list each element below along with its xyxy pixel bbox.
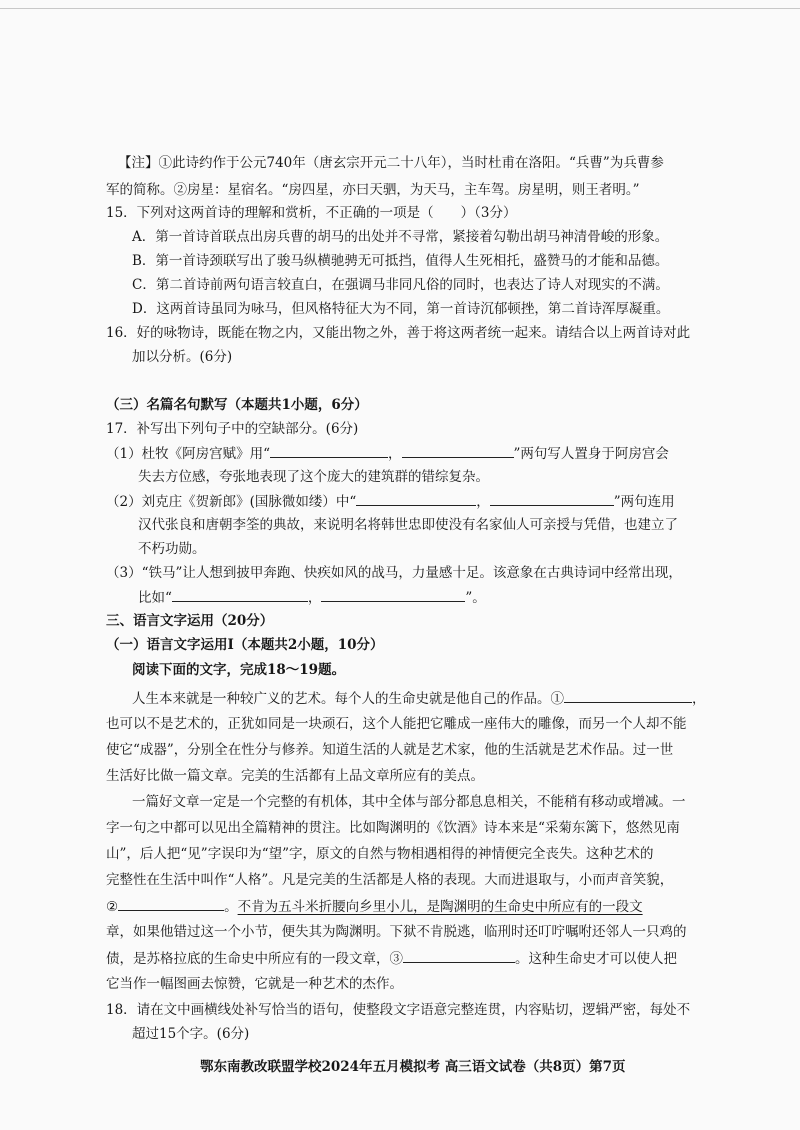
passage-p1-comma: ， — [692, 691, 706, 707]
page-footer: 鄂东南教改联盟学校2024年五月模拟考 高三语文试卷（共8页）第7页 — [200, 1059, 626, 1075]
answer-blank[interactable] — [118, 896, 224, 911]
q17-item-1-line-2: 失去方位感，夸张地表现了这个庞大的建筑群的错综复杂。 — [138, 469, 489, 485]
q17-item-2-pre: （2）刘克庄《贺新郎》(国脉微如缕）中“ — [106, 494, 357, 510]
passage-p2-line-8: 它当作一幅图画去惊赞，它就是一种艺术的杰作。 — [106, 976, 403, 992]
passage-p2-line-7 — [106, 948, 677, 969]
passage-p2-line-1: 一篇好文章一定是一个完整的有机体，其中全体与部分都息息相关，不能稍有移动或增减。一 — [132, 794, 686, 810]
passage-p1-line-4: 生活好比做一篇文章。完美的生活都有上品文章所应有的美点。 — [106, 768, 484, 784]
part-3-heading: 三、语言文字运用（20分） — [106, 613, 274, 629]
answer-blank[interactable] — [564, 688, 692, 703]
q15-option-c: C．第二首诗前两句语言较直白，在强调马非同凡俗的同时，也表达了诗人对现实的不满。 — [132, 277, 669, 293]
q17-item-2 — [106, 491, 675, 512]
q17-stem: 17．补写出下列句子中的空缺部分。(6分) — [106, 421, 359, 437]
answer-blank[interactable] — [356, 491, 476, 506]
page-top-edge — [0, 8, 800, 9]
q17-item-1-comma: ， — [388, 446, 402, 462]
q17-item-3-pre: 比如“ — [138, 590, 172, 606]
q15-option-a: A．第一首诗首联点出房兵曹的胡马的出处并不寻常，紧接着勾勒出胡马神清骨峻的形象。 — [132, 229, 669, 245]
passage-p2-line-5 — [106, 896, 643, 917]
part-3-sub-heading: （一）语言文字运用Ⅰ（本题共2小题，10分） — [106, 637, 384, 653]
passage-period: 。 — [224, 899, 238, 915]
q17-item-3-line-1: （3）“铁马”让人想到披甲奔跑、快疾如风的战马，力量感十足。该意象在古典诗词中经常出现， — [106, 565, 682, 581]
passage-p2-line-7-text: 债，是苏格拉底的生命史中所应有的一段文章，③ — [106, 951, 403, 967]
passage-instruction: 阅读下面的文字，完成18～19题。 — [132, 662, 346, 678]
answer-blank[interactable] — [403, 948, 515, 963]
q18-line-1: 18．请在文中画横线处补写恰当的语句，使整段文字语意完整连贯，内容贴切，逻辑严密，每处不 — [106, 1002, 691, 1018]
answer-blank[interactable] — [402, 443, 514, 458]
note-line-1: 【注】①此诗约作于公元740年（唐玄宗开元二十八年），当时杜甫在洛阳。“兵曹”为兵曹参 — [118, 155, 664, 171]
passage-p2-line-7-end: 。这种生命史才可以使人把 — [515, 951, 677, 967]
q16-line-1: 16．好的咏物诗，既能在物之内，又能出物之外，善于将这两者统一起来。请结合以上两首诗对此 — [106, 325, 691, 341]
q15-option-b: B．第一首诗颈联写出了骏马纵横驰骋无可抵挡，值得人生死相托，盛赞马的才能和品德。 — [132, 253, 669, 269]
q17-item-2-comma: ， — [476, 494, 490, 510]
passage-p2-line-3: 山”，后人把“见”字误印为“望”字，原文的自然与物相遇相得的神情便完全丧失。这种艺术的 — [106, 846, 654, 862]
underlined-sentence: 不肯为五斗米折腰向乡里小儿，是陶渊明的生命史中所应有的一段文 — [237, 899, 643, 915]
passage-p1-line-3: 使它“成器”，分别全在性分与修养。知道生活的人就是艺术家，他的生活就是艺术作品。过一世 — [106, 742, 674, 758]
passage-p2-line-2: 字一句之中都可以见出全篇精神的贯注。比如陶渊明的《饮酒》诗本来是“采菊东篱下，悠然见南 — [106, 820, 680, 836]
answer-blank[interactable] — [321, 587, 465, 602]
q17-item-3-line-2 — [138, 587, 486, 608]
answer-blank[interactable] — [270, 443, 388, 458]
q17-item-1-pre: （1）杜牧《阿房宫赋》用“ — [106, 446, 270, 462]
section-3-heading: （三）名篇名句默写（本题共1小题，6分） — [106, 397, 368, 413]
answer-blank[interactable] — [172, 587, 308, 602]
q17-item-2-line-2: 汉代张良和唐朝李筌的典故，来说明名将韩世忠即使没有名家仙人可亲授与凭借，也建立了 — [138, 517, 678, 533]
q18-line-2: 超过15个字。(6分) — [132, 1026, 250, 1042]
passage-p2-line-6: 章，如果他错过这一个小节，便失其为陶渊明。下狱不肯脱逃，临刑时还叮咛嘱咐还邻人一只鸡的 — [106, 924, 687, 940]
q17-item-1-post: ”两句写人置身于阿房宫会 — [513, 446, 669, 462]
q17-item-3-post: ”。 — [465, 590, 486, 606]
passage-p1-line-1 — [132, 688, 706, 709]
q17-item-2-line-3: 不朽功勋。 — [138, 541, 206, 557]
note-line-2: 军的简称。②房星：星宿名。“房四星，亦曰天驷，为天马，主车驾。房星明，则王者明。” — [106, 182, 640, 198]
passage-p1-text: 人生本来就是一种较广义的艺术。每个人的生命史就是他自己的作品。① — [132, 691, 564, 707]
q16-line-2: 加以分析。(6分) — [132, 349, 233, 365]
q17-item-1 — [106, 443, 669, 464]
passage-blank-2-marker: ② — [106, 899, 119, 915]
q15-option-d: D．这两首诗虽同为咏马，但风格特征大为不同，第一首诗沉郁顿挫，第二首诗浑厚凝重。 — [132, 301, 670, 317]
answer-blank[interactable] — [490, 491, 614, 506]
passage-p1-line-2: 也可以不是艺术的，正犹如同是一块顽石，这个人能把它雕成一座伟大的雕像，而另一个人却不能 — [106, 716, 687, 732]
q15-stem: 15．下列对这两首诗的理解和赏析，不正确的一项是（ ）（3分） — [106, 205, 517, 221]
q17-item-2-post: ”两句连用 — [613, 494, 675, 510]
q17-item-3-comma: ， — [307, 590, 322, 606]
passage-p2-line-4: 完整性在生活中叫作“人格”。凡是完美的生活都是人格的表现。大而进退取与，小而声音笑貌， — [106, 872, 674, 888]
